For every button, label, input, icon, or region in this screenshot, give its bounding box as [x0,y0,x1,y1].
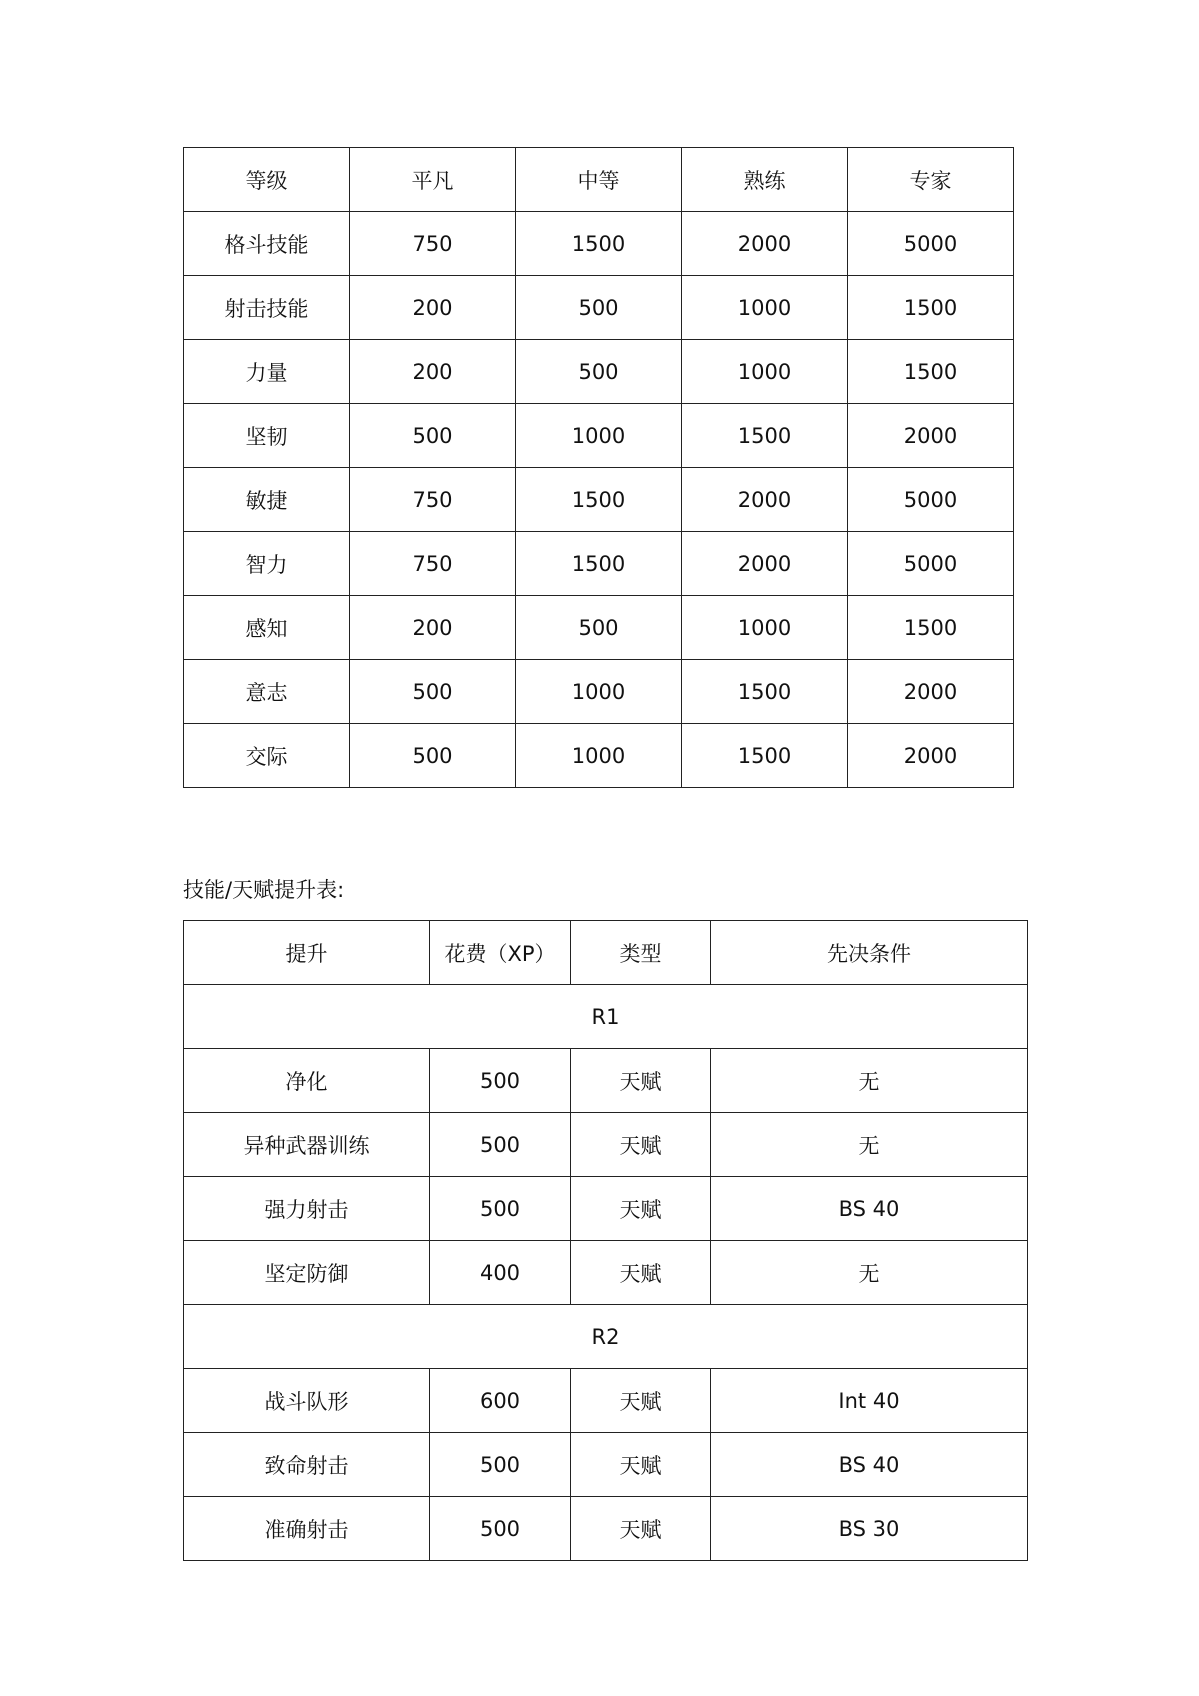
upgrade-prerequisite: BS 40 [711,1177,1028,1241]
upgrade-cost: 500 [430,1497,571,1561]
table-cell: 750 [350,468,516,532]
table-cell: 1500 [516,468,682,532]
row-label: 智力 [184,532,350,596]
header-cell: 中等 [516,148,682,212]
table-cell: 750 [350,212,516,276]
row-label: 射击技能 [184,276,350,340]
table-cell: 2000 [682,212,848,276]
table-cell: 2000 [848,404,1014,468]
group-label-r1: R1 [184,985,1028,1049]
table-cell: 1000 [516,724,682,788]
row-label: 交际 [184,724,350,788]
table-cell: 5000 [848,212,1014,276]
table-row [184,468,1014,532]
table-cell: 500 [516,276,682,340]
group-label-r2: R2 [184,1305,1028,1369]
table-row [184,276,1014,340]
upgrade-prerequisite: 无 [711,1113,1028,1177]
table-cell: 5000 [848,532,1014,596]
upgrade-name: 致命射击 [184,1433,430,1497]
upgrade-cost: 500 [430,1113,571,1177]
upgrade-name: 战斗队形 [184,1369,430,1433]
upgrade-cost: 500 [430,1177,571,1241]
characteristic-advance-table [183,147,1014,788]
table-header-row [184,921,1028,985]
table-header-row [184,148,1014,212]
row-label: 格斗技能 [184,212,350,276]
table-row [184,404,1014,468]
upgrade-prerequisite: BS 40 [711,1433,1028,1497]
table-row [184,1433,1028,1497]
table-row [184,1497,1028,1561]
upgrade-prerequisite: Int 40 [711,1369,1028,1433]
table-cell: 5000 [848,468,1014,532]
upgrade-table-caption: 技能/天赋提升表: [183,878,345,902]
upgrade-type: 天赋 [571,1049,711,1113]
group-header-row [184,1305,1028,1369]
table-cell: 1500 [682,660,848,724]
upgrade-type: 天赋 [571,1241,711,1305]
header-cell: 熟练 [682,148,848,212]
table-row [184,596,1014,660]
table-row [184,1369,1028,1433]
table-row [184,724,1014,788]
upgrade-prerequisite: 无 [711,1241,1028,1305]
table-cell: 500 [516,596,682,660]
table-cell: 500 [350,660,516,724]
row-label: 坚韧 [184,404,350,468]
upgrade-name: 强力射击 [184,1177,430,1241]
table-cell: 750 [350,532,516,596]
upgrade-name: 准确射击 [184,1497,430,1561]
header-cell: 平凡 [350,148,516,212]
header-cell: 等级 [184,148,350,212]
upgrade-cost: 600 [430,1369,571,1433]
table-cell: 1500 [848,340,1014,404]
table-cell: 1500 [682,404,848,468]
table-cell: 500 [516,340,682,404]
table-cell: 500 [350,724,516,788]
table-cell: 500 [350,404,516,468]
header-cell: 花费（XP） [430,921,571,985]
table-row [184,1241,1028,1305]
table-cell: 1500 [848,596,1014,660]
table-row [184,212,1014,276]
table-row [184,660,1014,724]
group-header-row [184,985,1028,1049]
row-label: 意志 [184,660,350,724]
upgrade-prerequisite: BS 30 [711,1497,1028,1561]
upgrade-name: 异种武器训练 [184,1113,430,1177]
table-cell: 1500 [682,724,848,788]
upgrade-cost: 400 [430,1241,571,1305]
upgrade-name: 净化 [184,1049,430,1113]
table-cell: 1000 [516,404,682,468]
table-cell: 1500 [516,532,682,596]
row-label: 力量 [184,340,350,404]
table-cell: 1000 [682,596,848,660]
table-cell: 200 [350,276,516,340]
table-cell: 200 [350,340,516,404]
table-cell: 2000 [682,468,848,532]
table-row [184,1049,1028,1113]
upgrade-cost: 500 [430,1433,571,1497]
table-cell: 1000 [682,276,848,340]
skill-talent-upgrade-table [183,920,1028,1561]
upgrade-type: 天赋 [571,1497,711,1561]
table-cell: 200 [350,596,516,660]
upgrade-name: 坚定防御 [184,1241,430,1305]
row-label: 敏捷 [184,468,350,532]
upgrade-type: 天赋 [571,1369,711,1433]
row-label: 感知 [184,596,350,660]
table-cell: 2000 [848,724,1014,788]
table-cell: 1000 [516,660,682,724]
table-cell: 1500 [848,276,1014,340]
table-row [184,1113,1028,1177]
header-cell: 专家 [848,148,1014,212]
upgrade-type: 天赋 [571,1177,711,1241]
header-cell: 类型 [571,921,711,985]
table-cell: 1500 [516,212,682,276]
table-row [184,532,1014,596]
table-cell: 2000 [682,532,848,596]
upgrade-type: 天赋 [571,1113,711,1177]
header-cell: 提升 [184,921,430,985]
header-cell: 先决条件 [711,921,1028,985]
table-row [184,340,1014,404]
table-row [184,1177,1028,1241]
table-cell: 1000 [682,340,848,404]
upgrade-type: 天赋 [571,1433,711,1497]
upgrade-prerequisite: 无 [711,1049,1028,1113]
upgrade-cost: 500 [430,1049,571,1113]
table-cell: 2000 [848,660,1014,724]
